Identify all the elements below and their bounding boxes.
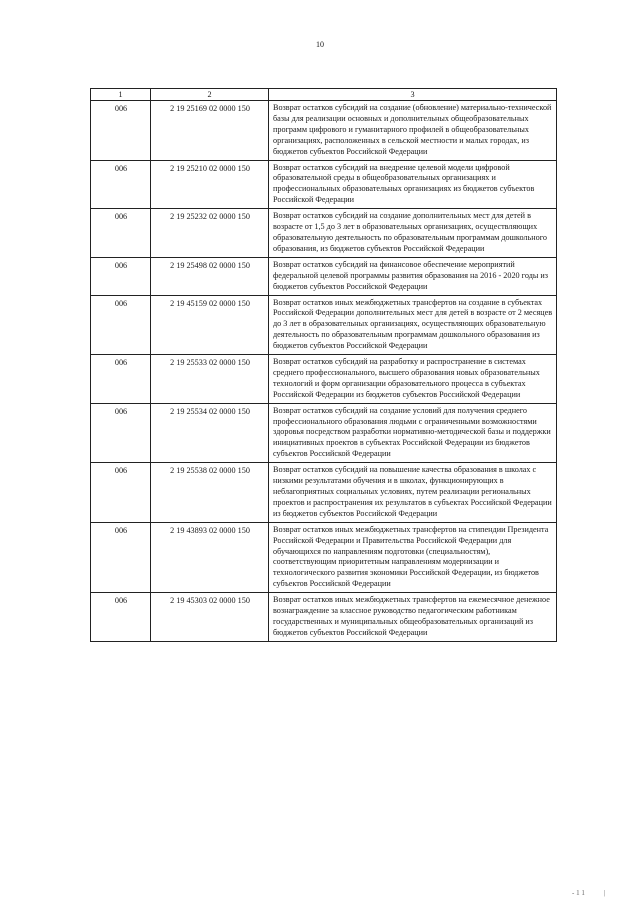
- admin-code-cell: 006: [91, 403, 151, 463]
- budget-code-table: [90, 88, 557, 642]
- scan-mark: |: [604, 889, 606, 897]
- budget-code-cell: 2 19 45303 02 0000 150: [151, 593, 269, 642]
- description-cell: Возврат остатков субсидий на финансовое обеспечение мероприятий федеральной целевой программы развития образования на 2016 - 2020 годы из бюджетов субъектов Российской Федерации: [269, 257, 557, 295]
- header-col-2: 2: [151, 89, 269, 101]
- admin-code-cell: 006: [91, 463, 151, 523]
- admin-code-cell: 006: [91, 355, 151, 404]
- budget-code-cell: 2 19 25210 02 0000 150: [151, 160, 269, 209]
- table-row: [91, 403, 557, 463]
- budget-code-cell: 2 19 25498 02 0000 150: [151, 257, 269, 295]
- table-row: [91, 463, 557, 523]
- table-row: [91, 355, 557, 404]
- description-cell: Возврат остатков субсидий на повышение качества образования в школах с низкими результатами обучения и в школах, функционирующих в неблагоприятных социальных условиях, путем реализации региональных проектов и распространения их результатов в субъектах Российской Федерации из бюджетов субъектов Российской Федерации: [269, 463, 557, 523]
- admin-code-cell: 006: [91, 593, 151, 642]
- table-row: [91, 101, 557, 161]
- admin-code-cell: 006: [91, 160, 151, 209]
- budget-code-cell: 2 19 25533 02 0000 150: [151, 355, 269, 404]
- table-row: [91, 295, 557, 355]
- table-row: [91, 593, 557, 642]
- description-cell: Возврат остатков иных межбюджетных трансфертов на создание в субъектах Российской Федерации дополнительных мест для детей в возрасте от 2 месяцев до 3 лет в образовательных организациях, осуществляющих образовательную деятельность по образовательным программам дошкольного образования из бюджетов субъектов Российской Федерации: [269, 295, 557, 355]
- description-cell: Возврат остатков иных межбюджетных трансфертов на стипендии Президента Российской Федерации и Правительства Российской Федерации для обучающихся по направлениям подготовки (специальностям), соответствующим приоритетным направлениям модернизации и технологического развития экономики Российской Федерации, из бюджетов субъектов Российской Федерации: [269, 522, 557, 592]
- table-row: [91, 257, 557, 295]
- budget-code-cell: 2 19 25232 02 0000 150: [151, 209, 269, 258]
- admin-code-cell: 006: [91, 101, 151, 161]
- description-cell: Возврат остатков субсидий на создание условий для получения среднего профессионального образования людьми с ограниченными возможностями здоровья посредством разработки нормативно-методической базы и поддержки инициативных проектов в субъектах Российской Федерации из бюджетов субъектов Российской Федерации: [269, 403, 557, 463]
- budget-code-cell: 2 19 25169 02 0000 150: [151, 101, 269, 161]
- admin-code-cell: 006: [91, 209, 151, 258]
- budget-code-cell: 2 19 45159 02 0000 150: [151, 295, 269, 355]
- admin-code-cell: 006: [91, 522, 151, 592]
- page-number: 10: [316, 40, 324, 49]
- budget-code-cell: 2 19 43893 02 0000 150: [151, 522, 269, 592]
- admin-code-cell: 006: [91, 295, 151, 355]
- description-cell: Возврат остатков субсидий на разработку и распространение в системах среднего профессионального, высшего образования новых образовательных технологий и форм организации образовательного процесса в субъектах Российской Федерации из бюджетов субъектов Российской Федерации: [269, 355, 557, 404]
- table-row: [91, 209, 557, 258]
- table-row: [91, 160, 557, 209]
- header-col-3: 3: [269, 89, 557, 101]
- description-cell: Возврат остатков субсидий на создание дополнительных мест для детей в возрасте от 1,5 до 3 лет в образовательных организациях, осуществляющих образовательную деятельность по образовательным программам дошкольного образования, из бюджетов субъектов Российской Федерации: [269, 209, 557, 258]
- header-col-1: 1: [91, 89, 151, 101]
- scan-mark: - 1 1: [572, 889, 585, 897]
- description-cell: Возврат остатков субсидий на внедрение целевой модели цифровой образовательной среды в общеобразовательных организациях и профессиональных образовательных организациях из бюджетов субъектов Российской Федерации: [269, 160, 557, 209]
- budget-code-cell: 2 19 25538 02 0000 150: [151, 463, 269, 523]
- description-cell: Возврат остатков субсидий на создание (обновление) материально-технической базы для реализации основных и дополнительных общеобразовательных программ цифрового и гуманитарного профилей в общеобразовательных организациях, расположенных в сельской местности и малых городах, из бюджетов субъектов Российской Федерации: [269, 101, 557, 161]
- table-row: [91, 522, 557, 592]
- budget-code-cell: 2 19 25534 02 0000 150: [151, 403, 269, 463]
- table-header-row: [91, 89, 557, 101]
- admin-code-cell: 006: [91, 257, 151, 295]
- description-cell: Возврат остатков иных межбюджетных трансфертов на ежемесячное денежное вознаграждение за классное руководство педагогическим работникам государственных и муниципальных общеобразовательных организаций из бюджетов субъектов Российской Федерации: [269, 593, 557, 642]
